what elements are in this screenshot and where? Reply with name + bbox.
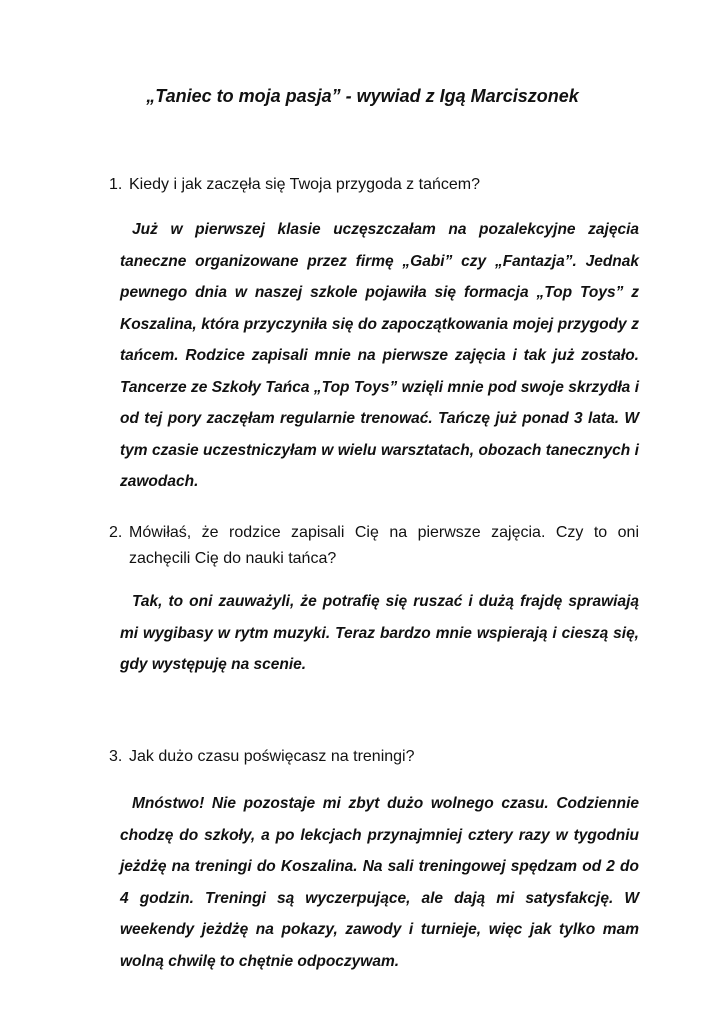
question-number: 1. [109,176,123,193]
question-text: Kiedy i jak zaczęła się Twoja przygoda z tańcem? [129,176,480,193]
answer-3: Mnóstwo! Nie pozostaje mi zbyt dużo wolnego czasu. Codziennie chodzę do szkoły, a po lekcjach przynajmniej cztery razy w tygodniu jeżdżę na treningi do Koszalina. Na sali treningowej spędzam od 2 do 4 godzin. Treningi są wyczerpujące, ale dają mi satysfakcję. W weekendy jeżdżę na pokazy, zawody i turnieje, więc jak tylko mam wolną chwilę to chętnie odpoczywam. [120,795,639,970]
question-number: 2. [109,524,123,541]
question-text: Mówiłaś, że rodzice zapisali Cię na pierwsze zajęcia. Czy to oni zachęcili Cię do nauki tańca? [129,524,639,567]
question-2 [109,520,639,572]
qa-item-1 [0,172,725,498]
question-3 [109,744,639,770]
qa-item-3 [0,744,725,977]
document-title: „Taniec to moja pasja” - wywiad z Igą Marciszonek [146,86,579,106]
answer-2: Tak, to oni zauważyli, że potrafię się ruszać i dużą frajdę sprawiają mi wygibasy w rytm muzyki. Teraz bardzo mnie wspierają i cieszą się, gdy występuję na scenie. [120,593,639,673]
answer-1: Już w pierwszej klasie uczęszczałam na pozalekcyjne zajęcia taneczne organizowane przez firmę „Gabi” czy „Fantazja”. Jednak pewnego dnia w naszej szkole pojawiła się formacja „Top Toys” z Koszalina, która przyczyniła się do zapoczątkowania mojej przygody z tańcem. Rodzice zapisali mnie na pierwsze zajęcia i tak już zostało. Tancerze ze Szkoły Tańca „Top Toys” wzięli mnie pod swoje skrzydła i od tej pory zaczęłam regularnie trenować. Tańczę już ponad 3 lata. W tym czasie uczestniczyłam w wielu warsztatach, obozach tanecznych i zawodach. [120,221,639,490]
question-number: 3. [109,748,123,765]
question-1 [109,172,639,198]
qa-item-2 [0,520,725,681]
question-text: Jak dużo czasu poświęcasz na treningi? [129,748,415,765]
